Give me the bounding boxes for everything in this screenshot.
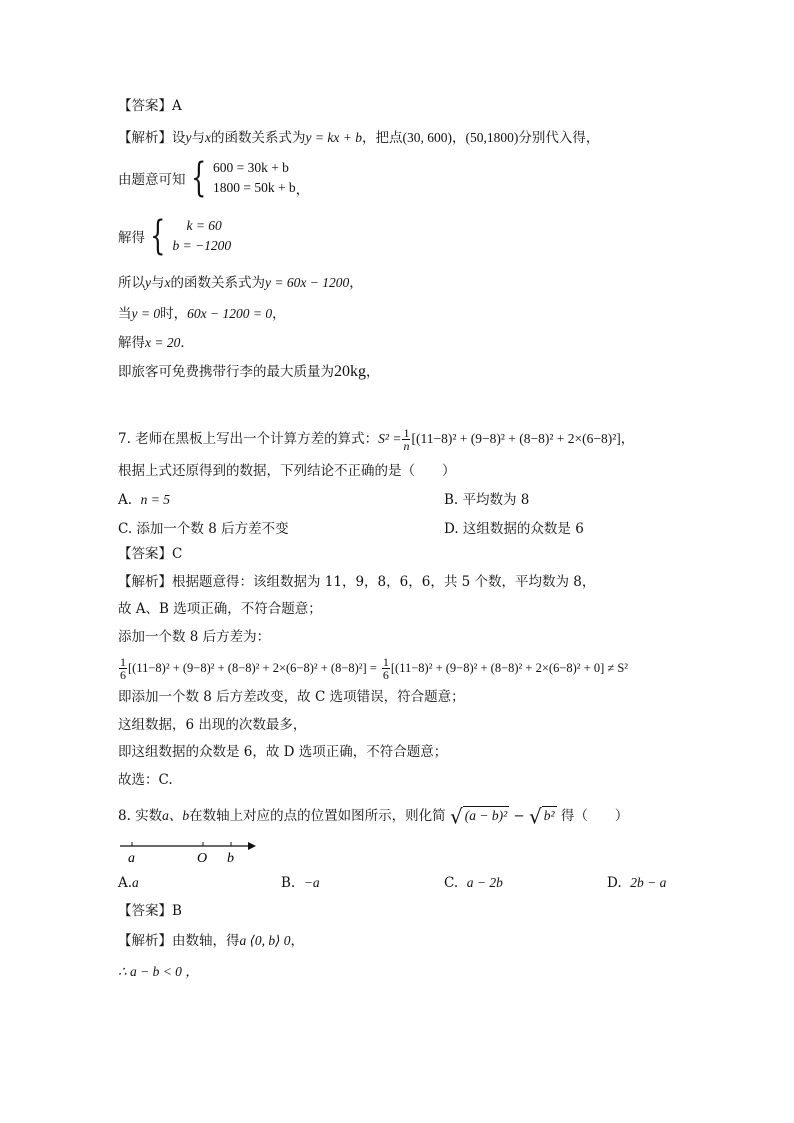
solution-line-relation: 所以y与x的函数关系式为y = 60x − 1200， (118, 275, 363, 291)
solution-8-line-1: 【解析】由数轴，得a ⟨0, b⟩ 0， (118, 933, 305, 949)
label-b: b (227, 851, 234, 866)
brace-icon: { (150, 213, 166, 259)
label-a: a (128, 851, 135, 866)
arrow-icon (248, 842, 256, 850)
option-7-b[interactable]: B. 平均数为 8 (444, 492, 530, 508)
label-o: O (197, 851, 208, 866)
select-line-7: 故选：C. (118, 772, 173, 788)
answer-label-7: 【答案】C (118, 546, 183, 562)
option-7-d[interactable]: D. 这组数据的众数是 6 (444, 521, 584, 537)
option-8-b[interactable]: B. −a (281, 875, 320, 891)
solution-line-max: 即旅客可免费携带行李的最大质量为20kg， (118, 363, 380, 380)
answer-label-6: 【答案】A (118, 98, 182, 114)
fraction: $\frac{1}{6}$ (120, 655, 126, 682)
solution-8-line-2: ∴ a − b < 0 ， (118, 964, 199, 979)
solution-line-intro: 【解析】设y与x的函数关系式为y = kx + b，把点(30, 600)，(50,1800)分别代入得， (118, 130, 600, 146)
solution-line-x20: 解得x = 20． (118, 335, 194, 351)
solution-7-formula: $\frac{1}{6}$ [(11−8)² + (9−8)² + (8−8)² + 2×(6−8)² + (8−8)²] = $\frac{1}{6}$ [(11−8)² + (9−8)² + (8−8)² + 2×(6−8)² + 0] ≠ S² (120, 655, 629, 682)
option-8-d[interactable]: D. 2b − a (607, 875, 667, 891)
fraction: $\frac{1}{6}$ (382, 655, 389, 682)
solution-7-line-2: 故 A、B 选项正确，不符合题意； (118, 601, 322, 617)
solution-7-line-6: 这组数据，6 出现的次数最多， (118, 717, 307, 733)
equation-system-2: 解得 { k = 60 b = −1200 (118, 213, 232, 259)
option-7-c[interactable]: C. 添加一个数 8 后方差不变 (118, 521, 289, 537)
equation-system-1: 由题意可知 { 600 = 30k + b 1800 = 50k + b ， (118, 155, 310, 201)
brace-icon: { (190, 155, 206, 201)
solution-7-line-3: 添加一个数 8 后方差为： (118, 629, 271, 645)
number-line (118, 836, 268, 866)
option-8-a[interactable]: A.a (118, 875, 139, 891)
fraction: $\frac{1}{n}$ (403, 426, 410, 453)
question-7: 7. 老师在黑板上写出一个计算方差的算式：S² = $\frac{1}{n}$ [(11−8)² + (9−8)² + (8−8)² + 2×(6−8)²]， (118, 426, 635, 453)
solution-7-line-7: 即这组数据的众数是 6，故 D 选项正确，不符合题意； (118, 744, 448, 760)
solution-line-y0: 当y = 0时，60x − 1200 = 0， (118, 306, 286, 322)
option-7-a[interactable]: A. n = 5 (118, 492, 171, 508)
option-8-c[interactable]: C. a − 2b (444, 875, 503, 891)
solution-7-line-1: 【解析】根据题意得：该组数据为 11，9，8，6，6，共 5 个数，平均数为 8， (118, 574, 596, 590)
question-8: 8. 实数a、b在数轴上对应的点的位置如图所示，则化简 √ (a − b)² − √ b² 得（ ） (118, 804, 629, 829)
answer-label-8: 【答案】B (118, 903, 182, 919)
question-7-prompt: 根据上式还原得到的数据，下列结论不正确的是（ ） (118, 463, 456, 479)
solution-7-line-5: 即添加一个数 8 后方差改变，故 C 选项错误，符合题意； (118, 689, 465, 705)
